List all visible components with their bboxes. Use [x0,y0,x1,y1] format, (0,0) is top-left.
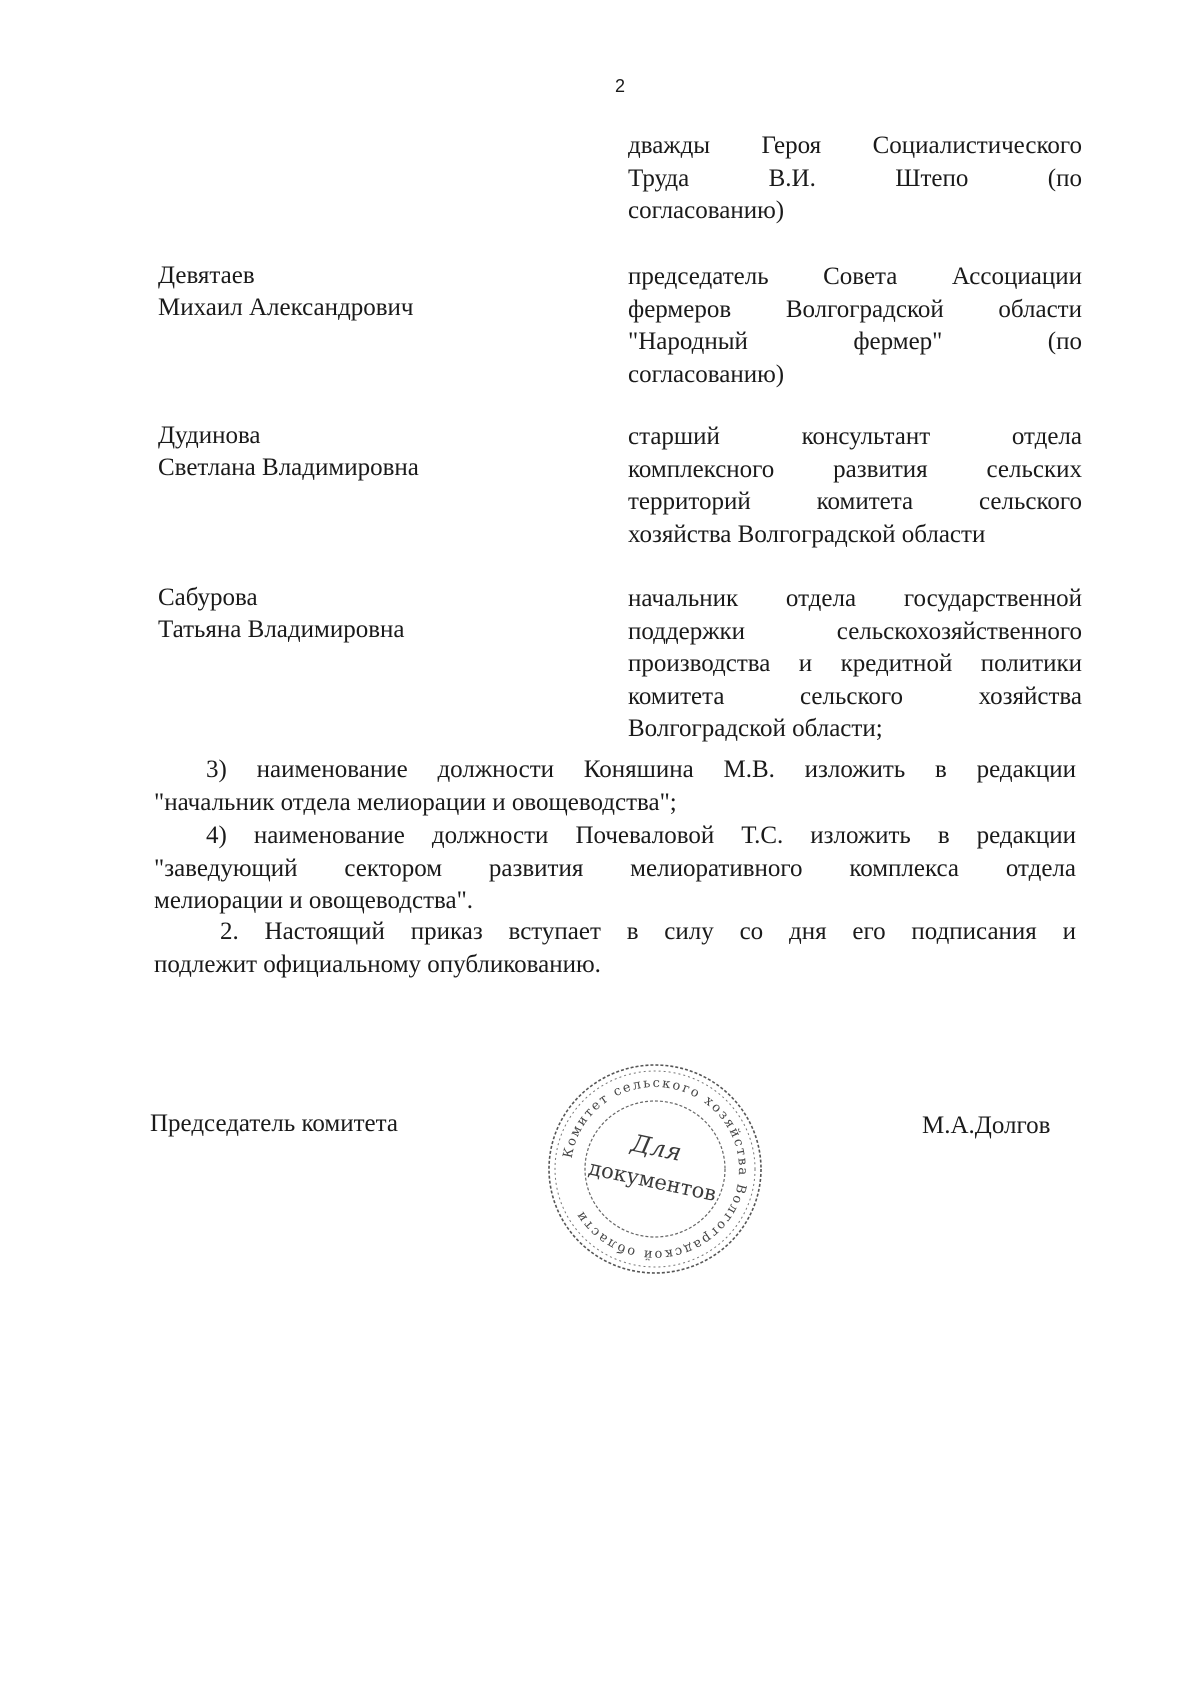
entry-2-desc-line: хозяйства Волгоградской области [628,520,986,548]
stamp-ring-text: Комитет сельского хозяйства Волгоградской области [560,1075,751,1263]
signature-title: Председатель комитета [150,1110,398,1137]
page-number: 2 [614,76,625,96]
official-stamp [540,1060,770,1278]
paragraph-line: 2. Настоящий приказ вступает в силу со дня его подписания и [220,918,1076,945]
entry-1-description [628,261,1082,391]
entry-1-desc-line: председатель Совета Ассоциации [628,263,1082,290]
paragraph-line: 4) наименование должности Почеваловой Т.С. изложить в редакции [206,822,1076,849]
paragraph-line: мелиорации и овощеводства". [154,887,474,914]
entry-3-name [158,582,558,646]
entry-2-desc-line: комплексного развития сельских [628,455,1082,483]
entry-2-desc-line: территорий комитета сельского [628,488,1082,515]
paragraph-line: "начальник отдела мелиорации и овощеводства"; [154,788,677,816]
stamp-center-line-1: Для [628,1128,685,1167]
stamp-center-line-2: документов [586,1155,719,1206]
entry-3-given-names: Татьяна Владимировна [158,616,405,643]
entry-1-desc-line: согласованию) [628,360,785,388]
entry-1-desc-line: "Народный фермер" (по [628,328,1082,355]
entry-2-description [628,421,1082,551]
entry-1-given-names: Михаил Александрович [158,294,414,321]
paragraph-item-3 [154,754,1076,819]
paragraph-clause-2 [154,916,1076,981]
entry-0-desc-line: Труда В.И. Штепо (по [628,164,1082,192]
entry-2-name [158,420,558,484]
entry-3-desc-line: комитета сельского хозяйства [628,682,1082,710]
entry-3-description [628,583,1082,746]
entry-0-desc-line: дважды Героя Социалистического [628,132,1082,159]
entry-0-description [628,130,1082,228]
entry-3-desc-line: начальник отдела государственной [628,585,1082,612]
entry-1-name [158,260,558,324]
entry-1-desc-line: фермеров Волгоградской области [628,295,1082,323]
paragraph-line: подлежит официальному опубликованию. [154,950,601,978]
entry-2-desc-line: старший консультант отдела [628,423,1082,450]
entry-3-surname: Сабурова [158,584,258,611]
entry-3-desc-line: Волгоградской области; [628,715,883,742]
paragraph-line: 3) наименование должности Коняшина М.В. изложить в редакции [206,756,1076,783]
entry-2-given-names: Светлана Владимировна [158,454,419,481]
signature-name: М.А.Долгов [922,1112,1051,1139]
paragraph-line: "заведующий сектором развития мелиоративного комплекса отдела [154,854,1076,882]
paragraph-item-4 [154,820,1076,918]
entry-1-surname: Девятаев [158,262,255,289]
entry-3-desc-line: поддержки сельскохозяйственного [628,617,1082,645]
entry-0-desc-line: согласованию) [628,197,785,224]
entry-2-surname: Дудинова [158,422,261,449]
entry-3-desc-line: производства и кредитной политики [628,650,1082,677]
